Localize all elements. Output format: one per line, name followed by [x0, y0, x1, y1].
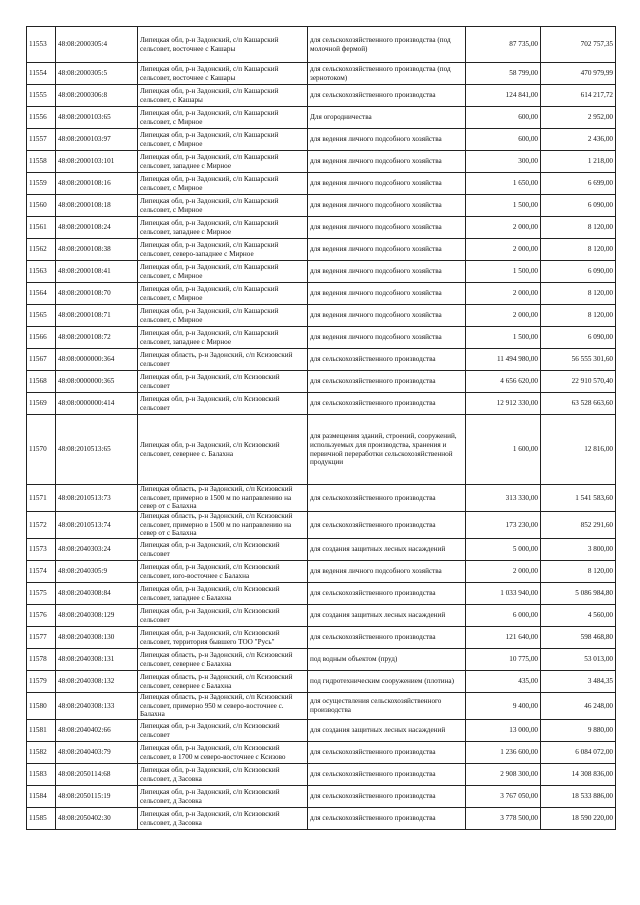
table-row — [27, 720, 616, 742]
permitted-use-cell: для создания защитных лесных насаждений — [308, 720, 466, 742]
permitted-use-cell: для сельскохозяйственного производства — [308, 393, 466, 415]
table-row — [27, 512, 616, 539]
area-cell: 58 799,00 — [466, 63, 541, 85]
row-number-cell: 11574 — [27, 561, 56, 583]
permitted-use-cell: для осуществления сельскохозяйственного производства — [308, 693, 466, 720]
row-number-cell: 11562 — [27, 239, 56, 261]
table-row — [27, 742, 616, 764]
area-cell: 5 000,00 — [466, 539, 541, 561]
row-number-cell: 11582 — [27, 742, 56, 764]
row-number-cell: 11557 — [27, 129, 56, 151]
address-cell: Липецкая область, р-н Задонский, с/п Ксизовский сельсовет, примерно 950 м северо-восточнее с. Балахна — [138, 693, 308, 720]
cadastral-value-cell: 8 120,00 — [541, 283, 616, 305]
cadastral-value-cell: 6 090,00 — [541, 327, 616, 349]
row-number-cell: 11556 — [27, 107, 56, 129]
area-cell: 10 775,00 — [466, 649, 541, 671]
address-cell: Липецкая обл, р-н Задонский, с/п Ксизовский сельсовет — [138, 720, 308, 742]
table-row — [27, 283, 616, 305]
area-cell: 600,00 — [466, 129, 541, 151]
table-row — [27, 605, 616, 627]
table-row — [27, 393, 616, 415]
cadastral-number-cell: 48:08:2040308:133 — [56, 693, 138, 720]
address-cell: Липецкая обл, р-н Задонский, с/п Кашарский сельсовет, с Мирное — [138, 195, 308, 217]
cadastral-number-cell: 48:08:2000108:38 — [56, 239, 138, 261]
address-cell: Липецкая обл, р-н Задонский, с/п Ксизовский сельсовет — [138, 605, 308, 627]
address-cell: Липецкая обл, р-н Задонский, с/п Кашарский сельсовет, с Мирное — [138, 305, 308, 327]
permitted-use-cell: для сельскохозяйственного производства — [308, 808, 466, 830]
area-cell: 1 500,00 — [466, 195, 541, 217]
permitted-use-cell: для размещения зданий, строений, сооружений, используемых для производства, хранения и первичной переработки сельскохозяйственной продукции — [308, 415, 466, 485]
cadastral-value-cell: 8 120,00 — [541, 239, 616, 261]
cadastral-value-cell: 4 560,00 — [541, 605, 616, 627]
cadastral-number-cell: 48:08:2000108:16 — [56, 173, 138, 195]
permitted-use-cell: для создания защитных лесных насаждений — [308, 539, 466, 561]
address-cell: Липецкая обл, р-н Задонский, с/п Кашарский сельсовет, северо-западнее с Мирное — [138, 239, 308, 261]
permitted-use-cell: для сельскохозяйственного производства — [308, 371, 466, 393]
permitted-use-cell: для ведения личного подсобного хозяйства — [308, 561, 466, 583]
row-number-cell: 11567 — [27, 349, 56, 371]
row-number-cell: 11573 — [27, 539, 56, 561]
cadastral-number-cell: 48:08:2040308:84 — [56, 583, 138, 605]
row-number-cell: 11572 — [27, 512, 56, 539]
row-number-cell: 11559 — [27, 173, 56, 195]
area-cell: 435,00 — [466, 671, 541, 693]
cadastral-value-cell: 53 013,00 — [541, 649, 616, 671]
cadastral-number-cell: 48:08:2050115:19 — [56, 786, 138, 808]
cadastral-value-cell: 14 308 836,00 — [541, 764, 616, 786]
permitted-use-cell: для сельскохозяйственного производства — [308, 485, 466, 512]
area-cell: 2 000,00 — [466, 239, 541, 261]
permitted-use-cell: для создания защитных лесных насаждений — [308, 605, 466, 627]
address-cell: Липецкая обл, р-н Задонский, с/п Кашарский сельсовет, западнее с Мирное — [138, 217, 308, 239]
cadastral-value-cell: 18 590 220,00 — [541, 808, 616, 830]
address-cell: Липецкая обл, р-н Задонский, с/п Кашарский сельсовет, с Мирное — [138, 107, 308, 129]
permitted-use-cell: для сельскохозяйственного производства — [308, 512, 466, 539]
address-cell: Липецкая область, р-н Задонский, с/п Ксизовский сельсовет, севернее с Балахна — [138, 671, 308, 693]
area-cell: 313 330,00 — [466, 485, 541, 512]
permitted-use-cell: под гидротехническим сооружением (плотина) — [308, 671, 466, 693]
table-row — [27, 239, 616, 261]
cadastral-number-cell: 48:08:2040402:66 — [56, 720, 138, 742]
cadastral-number-cell: 48:08:2000108:70 — [56, 283, 138, 305]
row-number-cell: 11585 — [27, 808, 56, 830]
permitted-use-cell: для сельскохозяйственного производства — [308, 764, 466, 786]
table-row — [27, 371, 616, 393]
cadastral-value-cell: 8 120,00 — [541, 561, 616, 583]
cadastral-value-cell: 6 090,00 — [541, 261, 616, 283]
address-cell: Липецкая обл, р-н Задонский, с/п Ксизовский сельсовет, д Засовка — [138, 786, 308, 808]
area-cell: 1 033 940,00 — [466, 583, 541, 605]
table-row — [27, 627, 616, 649]
address-cell: Липецкая обл, р-н Задонский, с/п Кашарский сельсовет, восточнее с Кашары — [138, 63, 308, 85]
cadastral-value-cell: 9 880,00 — [541, 720, 616, 742]
row-number-cell: 11581 — [27, 720, 56, 742]
table-row — [27, 808, 616, 830]
table-row — [27, 786, 616, 808]
cadastral-value-cell: 852 291,60 — [541, 512, 616, 539]
cadastral-value-cell: 2 436,00 — [541, 129, 616, 151]
permitted-use-cell: для ведения личного подсобного хозяйства — [308, 217, 466, 239]
permitted-use-cell: для ведения личного подсобного хозяйства — [308, 239, 466, 261]
cadastral-number-cell: 48:08:2040403:79 — [56, 742, 138, 764]
cadastral-number-cell: 48:08:2000103:97 — [56, 129, 138, 151]
area-cell: 173 230,00 — [466, 512, 541, 539]
row-number-cell: 11566 — [27, 327, 56, 349]
permitted-use-cell: для сельскохозяйственного производства — [308, 85, 466, 107]
cadastral-number-cell: 48:08:2000103:101 — [56, 151, 138, 173]
table-row — [27, 173, 616, 195]
cadastral-number-cell: 48:08:2040308:130 — [56, 627, 138, 649]
area-cell: 2 908 300,00 — [466, 764, 541, 786]
cadastral-value-cell: 3 800,00 — [541, 539, 616, 561]
table-body — [27, 27, 616, 830]
cadastral-number-cell: 48:08:2040308:131 — [56, 649, 138, 671]
address-cell: Липецкая обл, р-н Задонский, с/п Ксизовский сельсовет, в 1700 м северо-восточнее с Ксизово — [138, 742, 308, 764]
table-row — [27, 129, 616, 151]
row-number-cell: 11563 — [27, 261, 56, 283]
row-number-cell: 11575 — [27, 583, 56, 605]
table-row — [27, 561, 616, 583]
row-number-cell: 11565 — [27, 305, 56, 327]
cadastral-number-cell: 48:08:0000000:365 — [56, 371, 138, 393]
address-cell: Липецкая обл, р-н Задонский, с/п Ксизовский сельсовет, юго-восточнее с Балахна — [138, 561, 308, 583]
address-cell: Липецкая обл, р-н Задонский, с/п Кашарский сельсовет, с Кашары — [138, 85, 308, 107]
row-number-cell: 11564 — [27, 283, 56, 305]
table-row — [27, 693, 616, 720]
address-cell: Липецкая область, р-н Задонский, с/п Ксизовский сельсовет, севернее с Балахна — [138, 649, 308, 671]
permitted-use-cell: для сельскохозяйственного производства (под зернотоком) — [308, 63, 466, 85]
permitted-use-cell: для сельскохозяйственного производства — [308, 583, 466, 605]
table-row — [27, 349, 616, 371]
area-cell: 13 000,00 — [466, 720, 541, 742]
table-row — [27, 671, 616, 693]
row-number-cell: 11571 — [27, 485, 56, 512]
address-cell: Липецкая обл, р-н Задонский, с/п Ксизовский сельсовет, д Засовка — [138, 808, 308, 830]
cadastral-number-cell: 48:08:2040308:129 — [56, 605, 138, 627]
permitted-use-cell: для ведения личного подсобного хозяйства — [308, 129, 466, 151]
cadastral-number-cell: 48:08:2000108:41 — [56, 261, 138, 283]
address-cell: Липецкая обл, р-н Задонский, с/п Ксизовский сельсовет, д Засовка — [138, 764, 308, 786]
row-number-cell: 11578 — [27, 649, 56, 671]
cadastral-number-cell: 48:08:2000108:72 — [56, 327, 138, 349]
permitted-use-cell: Для огородничества — [308, 107, 466, 129]
table-row — [27, 85, 616, 107]
cadastral-number-cell: 48:08:2010513:73 — [56, 485, 138, 512]
address-cell: Липецкая обл, р-н Задонский, с/п Кашарский сельсовет, западнее с Мирное — [138, 151, 308, 173]
row-number-cell: 11568 — [27, 371, 56, 393]
address-cell: Липецкая область, р-н Задонский, с/п Ксизовский сельсовет, примерно в 1500 м по направлению на север от с Балахна — [138, 512, 308, 539]
row-number-cell: 11576 — [27, 605, 56, 627]
cadastral-value-cell: 63 528 663,60 — [541, 393, 616, 415]
cadastral-value-cell: 18 533 886,00 — [541, 786, 616, 808]
cadastral-value-cell: 5 086 984,80 — [541, 583, 616, 605]
cadastral-number-cell: 48:08:2000103:65 — [56, 107, 138, 129]
table-row — [27, 649, 616, 671]
cadastral-value-cell: 1 541 583,60 — [541, 485, 616, 512]
row-number-cell: 11577 — [27, 627, 56, 649]
cadastral-value-cell: 702 757,35 — [541, 27, 616, 63]
cadastral-value-cell: 6 699,00 — [541, 173, 616, 195]
land-plots-table — [26, 26, 616, 830]
permitted-use-cell: для ведения личного подсобного хозяйства — [308, 151, 466, 173]
cadastral-value-cell: 46 248,00 — [541, 693, 616, 720]
row-number-cell: 11553 — [27, 27, 56, 63]
area-cell: 600,00 — [466, 107, 541, 129]
cadastral-value-cell: 22 910 570,40 — [541, 371, 616, 393]
area-cell: 9 400,00 — [466, 693, 541, 720]
row-number-cell: 11554 — [27, 63, 56, 85]
table-row — [27, 539, 616, 561]
table-row — [27, 107, 616, 129]
cadastral-value-cell: 2 952,00 — [541, 107, 616, 129]
cadastral-value-cell: 3 484,35 — [541, 671, 616, 693]
address-cell: Липецкая обл, р-н Задонский, с/п Кашарский сельсовет, восточнее с Кашары — [138, 27, 308, 63]
address-cell: Липецкая обл, р-н Задонский, с/п Ксизовский сельсовет, севернее с. Балахна — [138, 415, 308, 485]
permitted-use-cell: для сельскохозяйственного производства — [308, 349, 466, 371]
row-number-cell: 11580 — [27, 693, 56, 720]
area-cell: 300,00 — [466, 151, 541, 173]
cadastral-value-cell: 6 090,00 — [541, 195, 616, 217]
cadastral-value-cell: 598 468,80 — [541, 627, 616, 649]
address-cell: Липецкая область, р-н Задонский, с/п Ксизовский сельсовет — [138, 349, 308, 371]
table-row — [27, 217, 616, 239]
table-row — [27, 485, 616, 512]
cadastral-value-cell: 614 217,72 — [541, 85, 616, 107]
address-cell: Липецкая обл, р-н Задонский, с/п Кашарский сельсовет, с Мирное — [138, 283, 308, 305]
permitted-use-cell: для ведения личного подсобного хозяйства — [308, 261, 466, 283]
address-cell: Липецкая обл, р-н Задонский, с/п Ксизовский сельсовет — [138, 393, 308, 415]
address-cell: Липецкая обл, р-н Задонский, с/п Ксизовский сельсовет — [138, 371, 308, 393]
row-number-cell: 11570 — [27, 415, 56, 485]
table-row — [27, 305, 616, 327]
cadastral-value-cell: 470 979,99 — [541, 63, 616, 85]
cadastral-number-cell: 48:08:2000305:5 — [56, 63, 138, 85]
cadastral-value-cell: 8 120,00 — [541, 305, 616, 327]
area-cell: 11 494 980,00 — [466, 349, 541, 371]
cadastral-number-cell: 48:08:2000108:24 — [56, 217, 138, 239]
area-cell: 1 600,00 — [466, 415, 541, 485]
area-cell: 1 500,00 — [466, 327, 541, 349]
area-cell: 2 000,00 — [466, 561, 541, 583]
cadastral-number-cell: 48:08:2010513:65 — [56, 415, 138, 485]
address-cell: Липецкая обл, р-н Задонский, с/п Ксизовский сельсовет — [138, 539, 308, 561]
permitted-use-cell: для сельскохозяйственного производства — [308, 627, 466, 649]
permitted-use-cell: для ведения личного подсобного хозяйства — [308, 195, 466, 217]
table-row — [27, 261, 616, 283]
row-number-cell: 11583 — [27, 764, 56, 786]
permitted-use-cell: для ведения личного подсобного хозяйства — [308, 173, 466, 195]
row-number-cell: 11558 — [27, 151, 56, 173]
permitted-use-cell: для сельскохозяйственного производства — [308, 742, 466, 764]
area-cell: 87 735,00 — [466, 27, 541, 63]
row-number-cell: 11584 — [27, 786, 56, 808]
cadastral-value-cell: 8 120,00 — [541, 217, 616, 239]
cadastral-value-cell: 1 218,00 — [541, 151, 616, 173]
permitted-use-cell: для ведения личного подсобного хозяйства — [308, 283, 466, 305]
area-cell: 3 778 500,00 — [466, 808, 541, 830]
cadastral-number-cell: 48:08:2040303:24 — [56, 539, 138, 561]
row-number-cell: 11560 — [27, 195, 56, 217]
row-number-cell: 11579 — [27, 671, 56, 693]
cadastral-number-cell: 48:08:2040308:132 — [56, 671, 138, 693]
address-cell: Липецкая область, р-н Задонский, с/п Ксизовский сельсовет, примерно в 1500 м по направлению на север от с Балахна — [138, 485, 308, 512]
area-cell: 1 500,00 — [466, 261, 541, 283]
area-cell: 6 000,00 — [466, 605, 541, 627]
document-page — [26, 26, 615, 830]
row-number-cell: 11555 — [27, 85, 56, 107]
table-row — [27, 195, 616, 217]
address-cell: Липецкая обл, р-н Задонский, с/п Ксизовский сельсовет, западнее с Балахна — [138, 583, 308, 605]
table-row — [27, 415, 616, 485]
row-number-cell: 11569 — [27, 393, 56, 415]
cadastral-number-cell: 48:08:2050114:68 — [56, 764, 138, 786]
cadastral-number-cell: 48:08:2000306:8 — [56, 85, 138, 107]
cadastral-value-cell: 12 816,00 — [541, 415, 616, 485]
table-row — [27, 583, 616, 605]
cadastral-number-cell: 48:08:0000000:414 — [56, 393, 138, 415]
cadastral-number-cell: 48:08:2010513:74 — [56, 512, 138, 539]
area-cell: 12 912 330,00 — [466, 393, 541, 415]
cadastral-number-cell: 48:08:2050402:30 — [56, 808, 138, 830]
address-cell: Липецкая обл, р-н Задонский, с/п Кашарский сельсовет, западнее с Мирное — [138, 327, 308, 349]
permitted-use-cell: для сельскохозяйственного производства — [308, 786, 466, 808]
address-cell: Липецкая обл, р-н Задонский, с/п Кашарский сельсовет, с Мирное — [138, 261, 308, 283]
area-cell: 124 841,00 — [466, 85, 541, 107]
area-cell: 2 000,00 — [466, 217, 541, 239]
cadastral-number-cell: 48:08:2000108:18 — [56, 195, 138, 217]
permitted-use-cell: под водным объектом (пруд) — [308, 649, 466, 671]
area-cell: 1 650,00 — [466, 173, 541, 195]
table-row — [27, 63, 616, 85]
area-cell: 2 000,00 — [466, 305, 541, 327]
area-cell: 121 640,00 — [466, 627, 541, 649]
cadastral-number-cell: 48:08:2040305:9 — [56, 561, 138, 583]
permitted-use-cell: для ведения личного подсобного хозяйства — [308, 327, 466, 349]
area-cell: 2 000,00 — [466, 283, 541, 305]
table-row — [27, 764, 616, 786]
address-cell: Липецкая обл, р-н Задонский, с/п Ксизовский сельсовет, территория бывшего ТОО "Русь" — [138, 627, 308, 649]
cadastral-number-cell: 48:08:0000000:364 — [56, 349, 138, 371]
row-number-cell: 11561 — [27, 217, 56, 239]
address-cell: Липецкая обл, р-н Задонский, с/п Кашарский сельсовет, с Мирное — [138, 173, 308, 195]
area-cell: 4 656 620,00 — [466, 371, 541, 393]
cadastral-value-cell: 6 084 072,00 — [541, 742, 616, 764]
cadastral-value-cell: 56 555 301,60 — [541, 349, 616, 371]
permitted-use-cell: для ведения личного подсобного хозяйства — [308, 305, 466, 327]
address-cell: Липецкая обл, р-н Задонский, с/п Кашарский сельсовет, с Мирное — [138, 129, 308, 151]
cadastral-number-cell: 48:08:2000108:71 — [56, 305, 138, 327]
cadastral-number-cell: 48:08:2000305:4 — [56, 27, 138, 63]
permitted-use-cell: для сельскохозяйственного производства (под молочной фермой) — [308, 27, 466, 63]
area-cell: 3 767 050,00 — [466, 786, 541, 808]
table-row — [27, 151, 616, 173]
table-row — [27, 327, 616, 349]
area-cell: 1 236 600,00 — [466, 742, 541, 764]
table-row — [27, 27, 616, 63]
